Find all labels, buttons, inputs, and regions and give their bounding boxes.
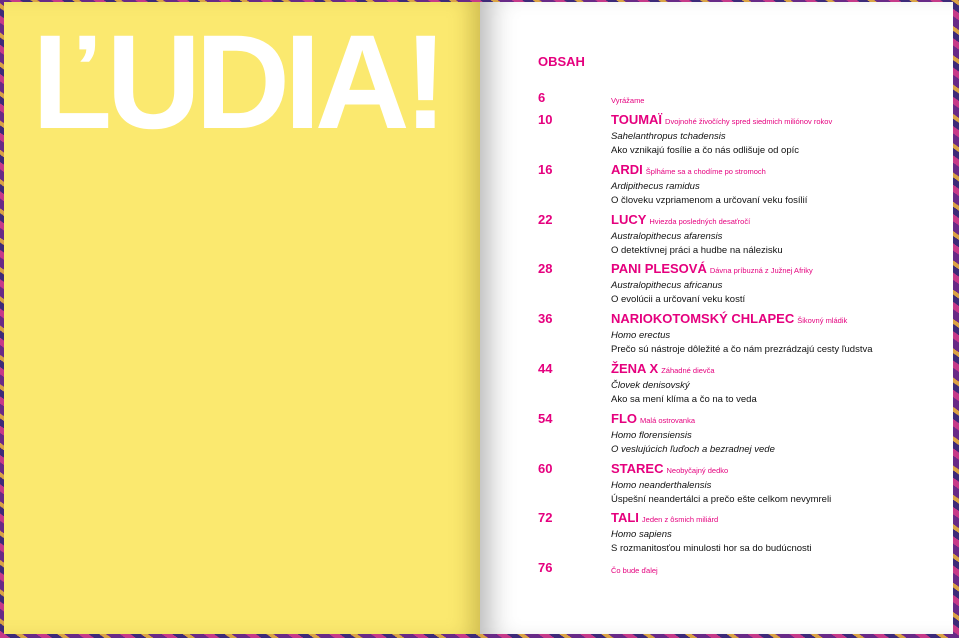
toc-entry [538,261,938,311]
chapter-name: NARIOKOTOMSKÝ CHLAPEC [611,311,795,327]
page-number: 36 [538,311,553,327]
chapter-species: Australopithecus africanus [611,280,723,292]
chapter-description: S rozmanitosťou minulosti hor sa do budúcnosti [611,543,812,555]
page-number: 54 [538,410,553,426]
chapter-description: O evolúcii a určovaní veku kostí [611,294,746,306]
chapter-description: Ako vznikajú fosílie a čo nás odlišuje od opíc [611,145,799,156]
toc-outro-label: Čo bude ďalej [611,566,658,576]
page-number: 72 [538,510,553,526]
page-number: 22 [538,211,553,227]
chapter-tagline: Šplháme sa a chodíme po stromoch [645,166,766,176]
chapter-name: LUCY [611,211,647,227]
chapter-tagline: Dvojnohé živočíchy spred siedmich miliónov rokov [665,117,833,126]
chapter-name: TALI [611,510,639,526]
toc-outro [538,560,938,579]
chapter-species: Australopithecus afarensis [611,230,723,242]
chapter-name: STAREC [611,460,664,476]
chapter-name: FLO [611,410,637,426]
chapter-name: ARDI [611,161,643,177]
toc-intro [538,90,938,112]
chapter-tagline: Jeden z ôsmich miliárd [641,515,719,525]
toc-entry [538,411,938,461]
chapter-description: Ako sa mení klíma a čo na to veda [611,393,757,405]
page-number: 28 [538,261,553,277]
toc-entry [538,162,938,212]
chapter-name: PANI PLESOVÁ [611,261,707,277]
page-number: 10 [538,112,553,127]
chapter-description: O detektívnej práci a hudbe na nálezisku [611,244,783,256]
chapter-species: Človek denisovský [611,379,690,391]
toc-intro-label: Vyrážame [611,96,645,105]
chapter-tagline: Malá ostrovanka [640,415,696,425]
chapter-description: Úspešní neandertálci a prečo ešte celkom nevymreli [611,493,832,505]
page-number: 44 [538,360,553,376]
book-title: ĽUDIA! [32,8,442,157]
page-number: 76 [538,560,553,576]
chapter-species: Homo erectus [611,330,671,342]
toc-entry [538,112,938,162]
left-page [4,2,480,634]
chapter-tagline: Dávna príbuzná z Južnej Afriky [709,266,813,276]
chapter-description: O človeku vzpriamenom a určovaní veku fosílií [611,194,808,206]
toc-entry [538,461,938,511]
chapter-species: Homo neanderthalensis [611,479,712,491]
page-number: 60 [538,460,553,476]
chapter-species: Homo sapiens [611,529,672,541]
chapter-name: ŽENA X [611,360,659,376]
right-page [480,2,953,634]
chapter-species: Sahelanthropus tchadensis [611,131,726,142]
toc-entry [538,510,938,560]
toc-entry [538,311,938,361]
chapter-tagline: Šikovný mládik [797,316,848,326]
chapter-name: TOUMAÏ [611,112,663,127]
page-number: 6 [538,90,546,105]
chapter-description: O veslujúcich ľuďoch a bezradnej vede [611,443,775,455]
toc-entry [538,361,938,411]
chapter-species: Homo florensiensis [611,429,692,441]
chapter-species: Ardipithecus ramidus [611,180,700,192]
toc-heading: OBSAH [538,54,585,69]
chapter-tagline: Neobyčajný dedko [666,465,729,475]
chapter-tagline: Hviezda posledných desaťročí [649,216,751,226]
chapter-tagline: Záhadné dievča [661,365,715,375]
chapter-description: Prečo sú nástroje dôležité a čo nám prezrádzajú cesty ľudstva [611,344,873,356]
table-of-contents [538,90,938,579]
page-number: 16 [538,161,553,177]
toc-entry [538,212,938,262]
